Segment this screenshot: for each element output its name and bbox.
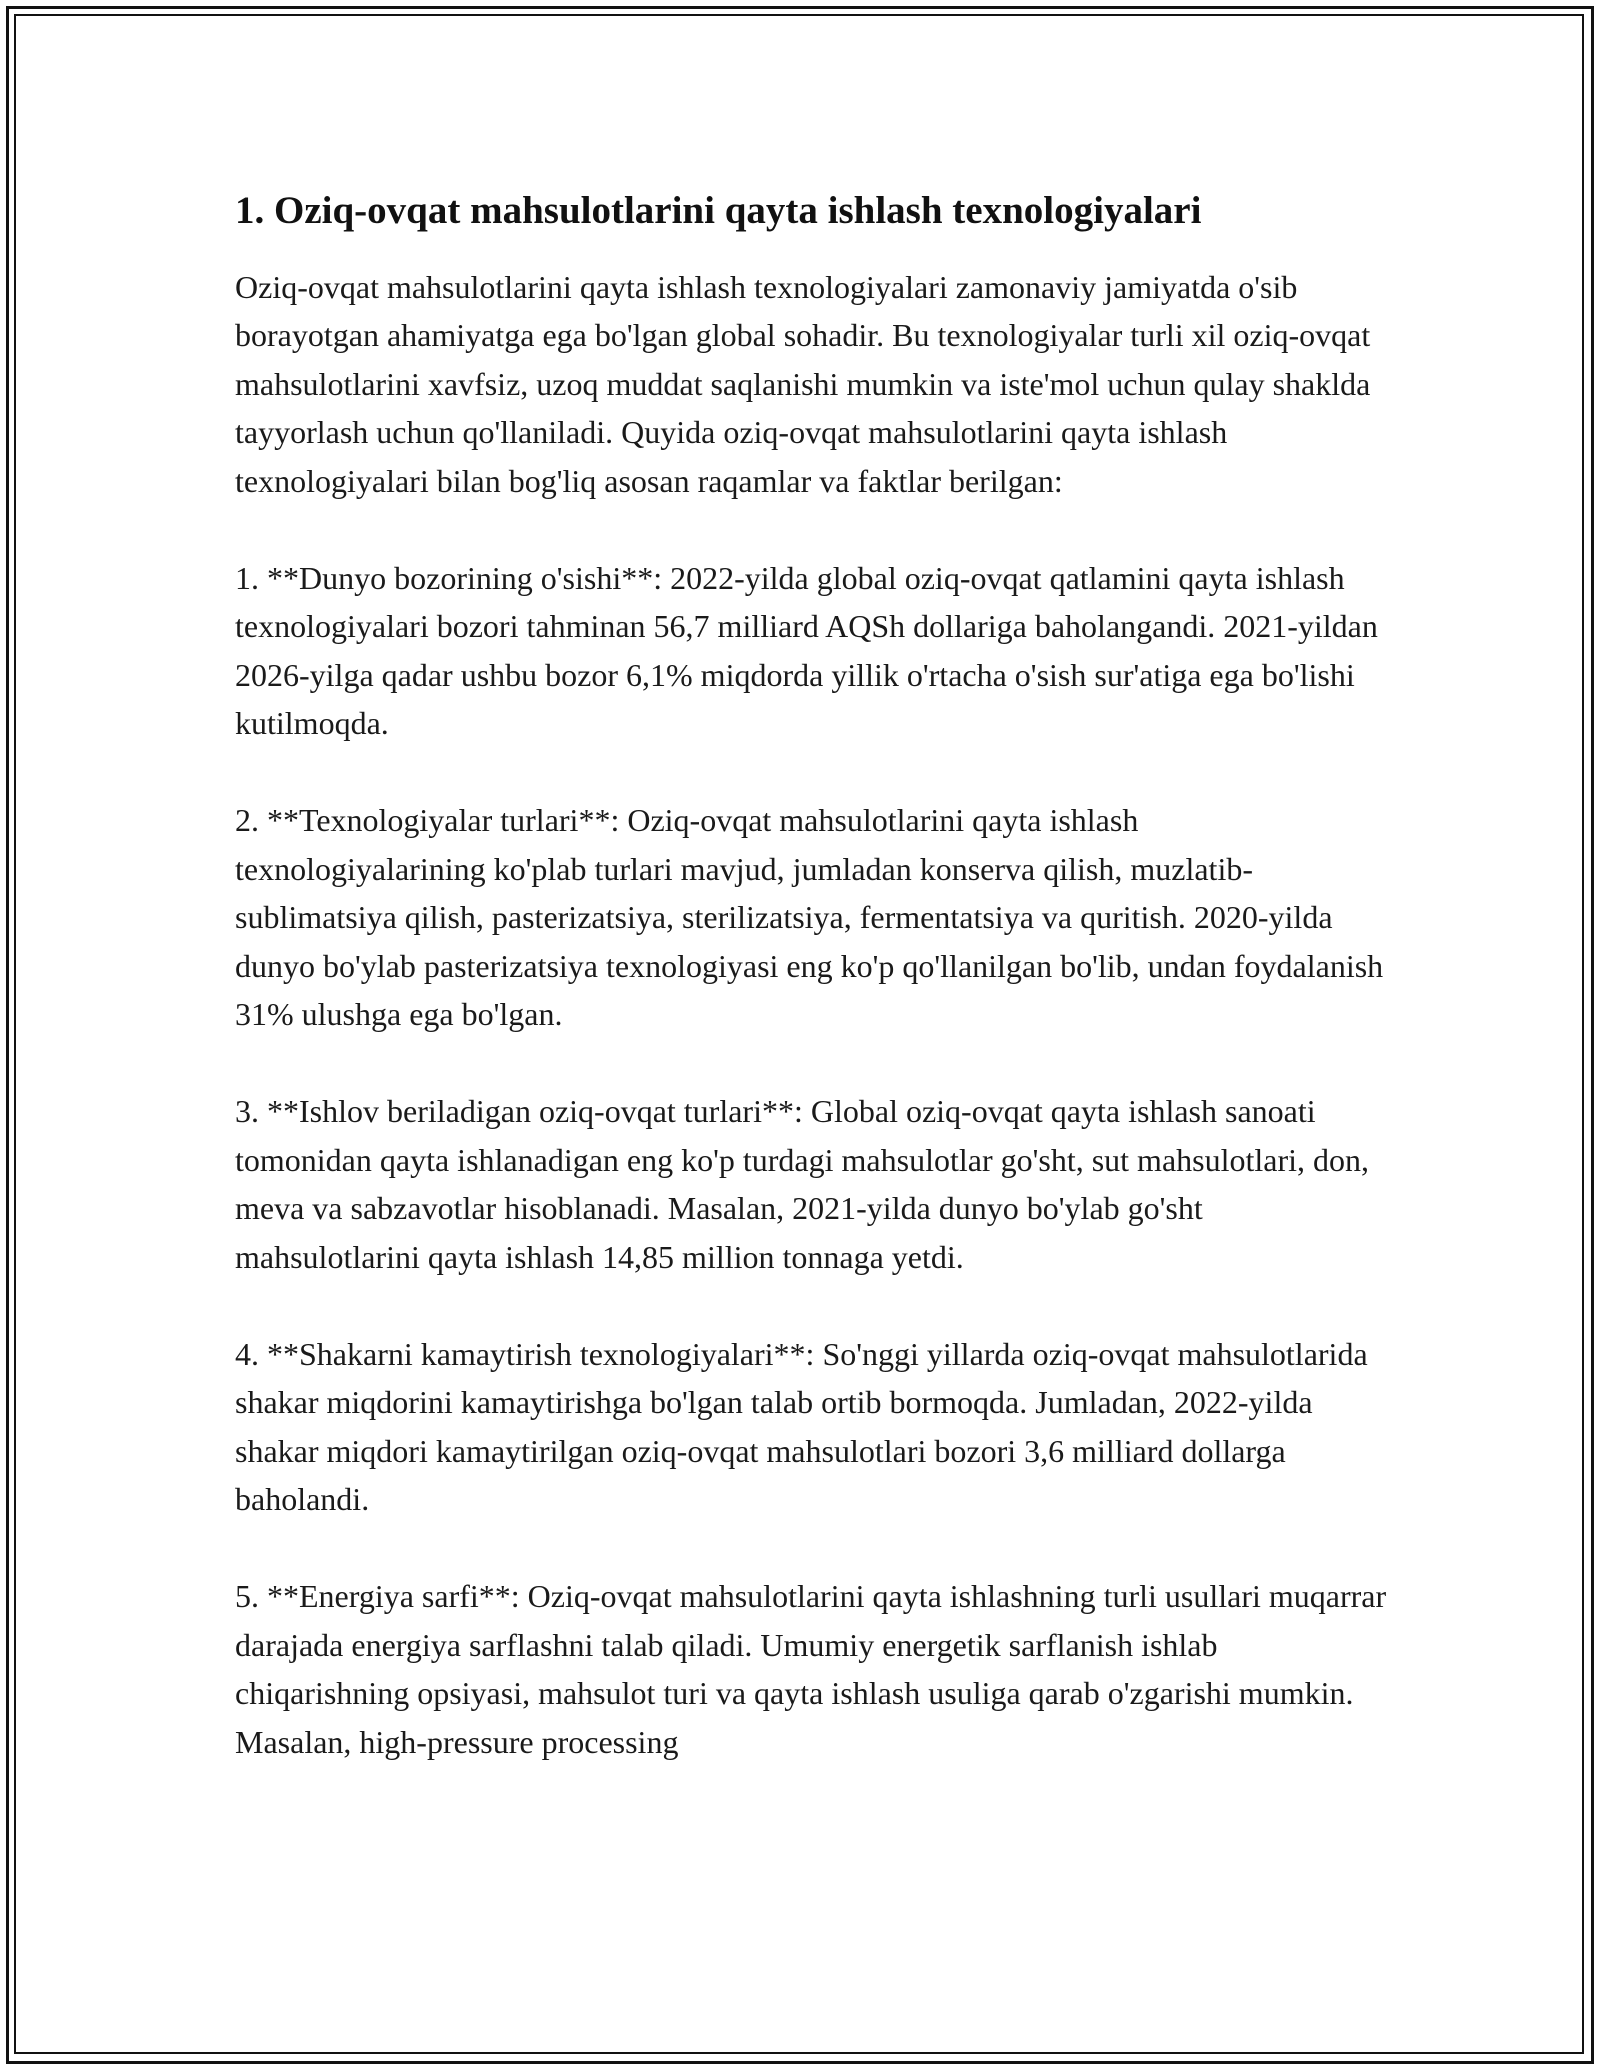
document-title: 1. Oziq-ovqat mahsulotlarini qayta ishlash texnologiyalari	[235, 189, 1202, 232]
paragraph-sugar-reduction: 4. **Shakarni kamaytirish texnologiyalari**: So'nggi yillarda oziq-ovqat mahsulotlarida shakar miqdorini kamaytirishga bo'lgan talab ortib bormoqda. Jumladan, 2022-yilda shakar miqdori kamaytirilgan oziq-ovqat mahsulotlari bozori 3,6 milliard dollarga baholandi.	[235, 1335, 1368, 1518]
document-body	[235, 180, 1395, 1815]
paragraph-technology-types: 2. **Texnologiyalar turlari**: Oziq-ovqat mahsulotlarini qayta ishlash texnologiyalarining ko'plab turlari mavjud, jumladan konserva qilish, muzlatib-sublimatsiya qilish, pasterizatsiya, sterilizatsiya, fermentatsiya va quritish. 2020-yilda dunyo bo'ylab pasterizatsiya texnologiyasi eng ko'p qo'llanilgan bo'lib, undan foydalanish 31% ulushga ega bo'lgan.	[235, 802, 1384, 1033]
paragraph-energy-consumption: 5. **Energiya sarfi**: Oziq-ovqat mahsulotlarini qayta ishlashning turli usullari muqarrar darajada energiya sarflashni talab qiladi. Umumiy energetik sarflanish ishlab chiqarishning opsiyasi, mahsulot turi va qayta ishlash usuliga qarab o'zgarishi mumkin. Masalan, high-pressure processing	[235, 1578, 1387, 1760]
intro-paragraph: Oziq-ovqat mahsulotlarini qayta ishlash texnologiyalari zamonaviy jamiyatda o'sib borayotgan ahamiyatga ega bo'lgan global sohadir. Bu texnologiyalar turli xil oziq-ovqat mahsulotlarini xavfsiz, uzoq muddat saqlanishi mumkin va iste'mol uchun qulay shaklda tayyorlash uchun qo'llaniladi. Quyida oziq-ovqat mahsulotlarini qayta ishlash texnologiyalari bilan bog'liq asosan raqamlar va faktlar berilgan:	[235, 268, 1371, 499]
paragraph-world-market-growth: 1. **Dunyo bozorining o'sishi**: 2022-yilda global oziq-ovqat qatlamini qayta ishlash texnologiyalari bozori tahminan 56,7 milliard AQSh dollariga baholangandi. 2021-yildan 2026-yilga qadar ushbu bozor 6,1% miqdorda yillik o'rtacha o'sish sur'atiga ega bo'lishi kutilmoqda.	[235, 559, 1378, 742]
paragraph-processed-food-types: 3. **Ishlov beriladigan oziq-ovqat turlari**: Global oziq-ovqat qayta ishlash sanoati tomonidan qayta ishlanadigan eng ko'p turdagi mahsulotlar go'sht, sut mahsulotlari, don, meva va sabzavotlar hisoblanadi. Masalan, 2021-yilda dunyo bo'ylab go'sht mahsulotlarini qayta ishlash 14,85 million tonnaga yetdi.	[235, 1093, 1370, 1275]
